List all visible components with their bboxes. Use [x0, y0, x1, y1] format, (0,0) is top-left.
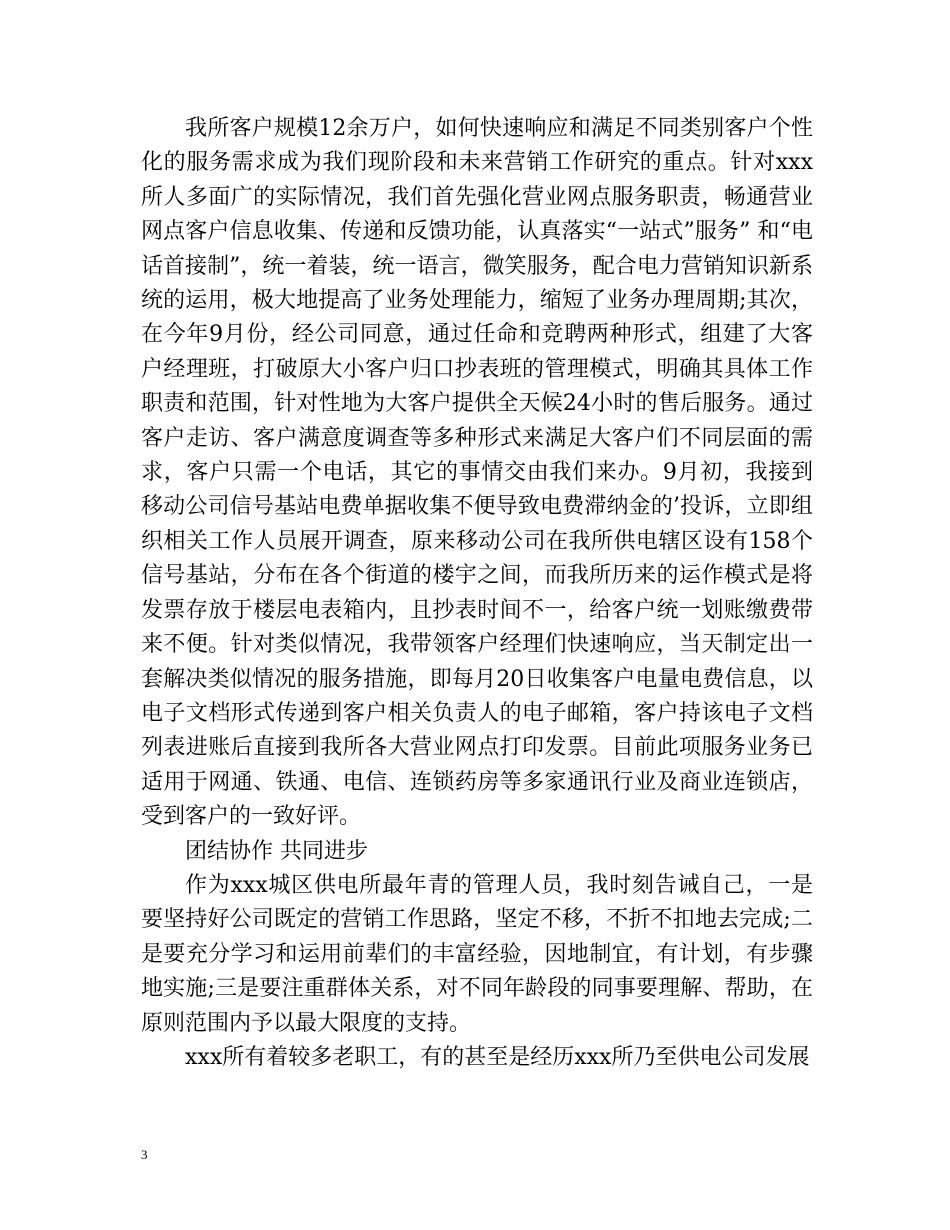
section-heading-teamwork: 团结协作 共同进步: [185, 838, 368, 864]
paragraph-veteran-staff: xxx所有着较多老职工，有的甚至是经历xxx所乃至供电公司发展: [185, 1044, 810, 1070]
paragraph-customer-service: 我所客户规模12余万户，如何快速响应和满足不同类别客户个性化的服务需求成为我们现阶段和未来营销工作研究的重点。针对xxx所人多面广的实际情况，我们首先强化营业网点服务职责，畅通营业网点客户信息收集、传递和反馈功能，认真落实“一站式”服务” 和“电话首接制”，统一着装，统一语言，微笑服务，配合电力营销知识新系统的运用，极大地提高了业务处理能力，缩短了业务办理周期;其次，在今年9月份，经公司同意，通过任命和竞聘两种形式，组建了大客户经理班，打破原大小客户归口抄表班的管理模式，明确其具体工作职责和范围，针对性地为大客户提供全天候24小时的售后服务。通过客户走访、客户满意度调查等多种形式来满足大客户们不同层面的需求，客户只需一个电话，其它的事情交由我们来办。9月初，我接到移动公司信号基站电费单据收集不便导致电费滞纳金的’投诉，立即组织相关工作人员展开调查，原来移动公司在我所供电辖区设有158个信号基站，分布在各个街道的楼宇之间，而我所历来的运作模式是将发票存放于楼层电表箱内，且抄表时间不一，给客户统一划账缴费带来不便。针对类似情况，我带领客户经理们快速响应，当天制定出一套解决类似情况的服务措施，即每月20日收集客户电量电费信息，以电子文档形式传递到客户相关负责人的电子邮箱，客户持该电子文档列表进账后直接到我所各大营业网点打印发票。目前此项服务业务已适用于网通、铁通、电信、连锁药房等多家通讯行业及商业连锁店，受到客户的一致好评。: [141, 116, 813, 830]
document-body: [141, 112, 813, 1075]
paragraph-management: 作为xxx城区供电所最年青的管理人员，我时刻告诫自己，一是要坚持好公司既定的营销工作思路，坚定不移，不折不扣地去完成;二是要充分学习和运用前辈们的丰富经验，因地制宜，有计划，有步骤地实施;三是要注重群体关系，对不同年龄段的同事要理解、帮助，在原则范围内予以最大限度的支持。: [141, 872, 813, 1036]
page-number: 3: [141, 1147, 148, 1162]
